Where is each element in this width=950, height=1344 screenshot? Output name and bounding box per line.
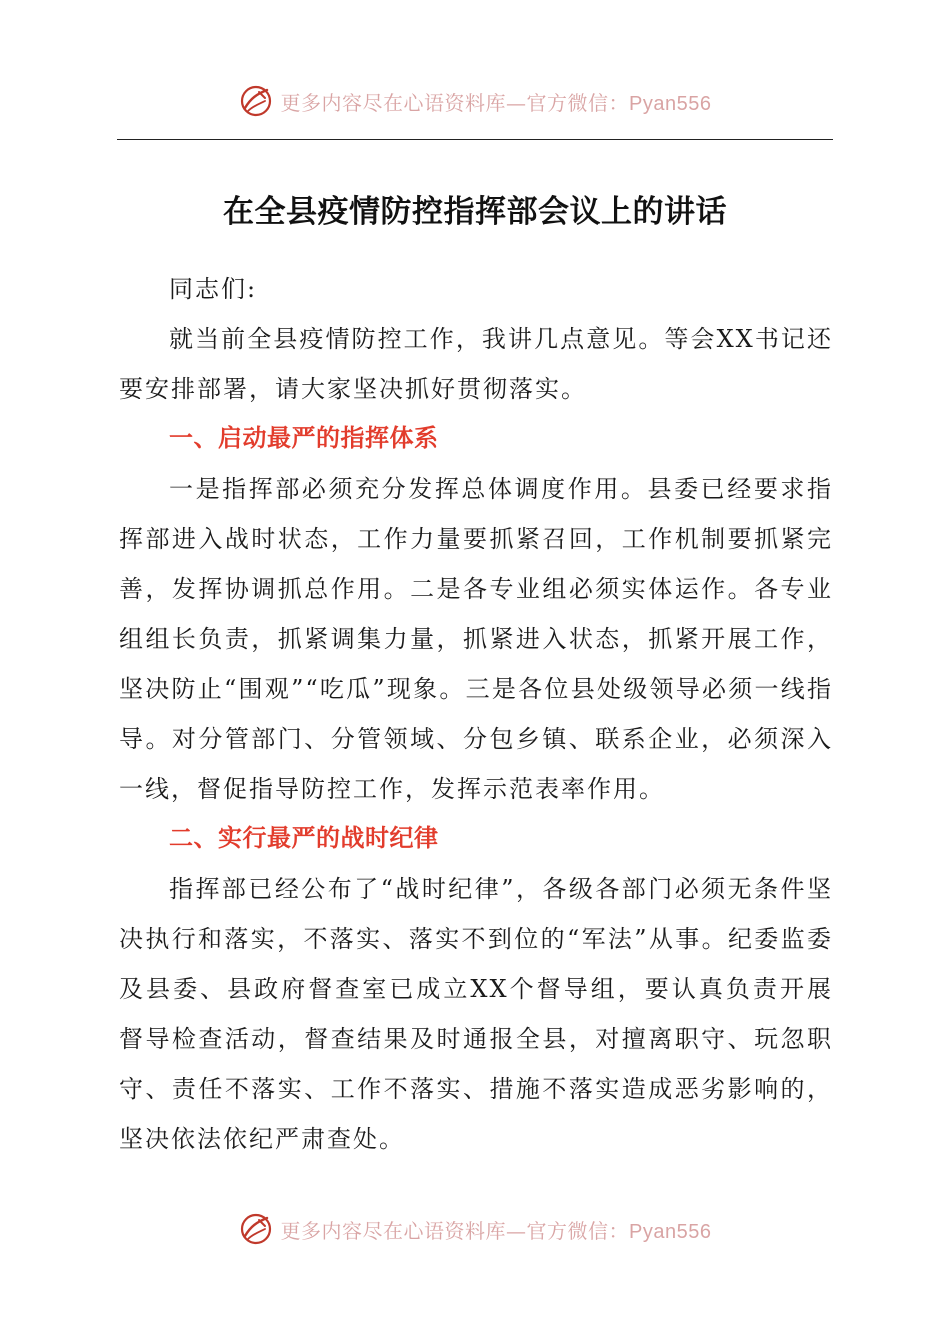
section-body-1: 一是指挥部必须充分发挥总体调度作用。县委已经要求指挥部进入战时状态，工作力量要抓紧召回，工作机制要抓紧完善，发挥协调抓总作用。二是各专业组必须实体运作。各专业组组长负责，抓紧调集力量，抓紧进入状态，抓紧开展工作，坚决防止“围观”“吃瓜”现象。三是各位县处级领导必须一线指导。对分管部门、分管领域、分包乡镇、联系企业，必须深入一线，督促指导防控工作，发挥示范表率作用。	[119, 475, 833, 803]
header-divider	[117, 139, 833, 140]
header-watermark	[0, 84, 950, 118]
intro-paragraph: 就当前全县疫情防控工作，我讲几点意见。等会XX书记还要安排部署，请大家坚决抓好贯彻落实。	[119, 325, 833, 403]
document-body	[119, 264, 833, 1164]
footer-watermark	[0, 1212, 950, 1246]
pen-signature-icon	[239, 1212, 273, 1246]
section-body-2: 指挥部已经公布了“战时纪律”，各级各部门必须无条件坚决执行和落实，不落实、落实不到位的“军法”从事。纪委监委及县委、县政府督查室已成立XX个督导组，要认真负责开展督导检查活动，督查结果及时通报全县，对擅离职守、玩忽职守、责任不落实、工作不落实、措施不落实造成恶劣影响的，坚决依法依纪严肃查处。	[119, 875, 833, 1153]
section-heading-2: 二、实行最严的战时纪律	[169, 825, 439, 852]
watermark-text-cn: 更多内容尽在心语资料库—官方微信：	[280, 90, 630, 115]
salutation: 同志们:	[169, 275, 258, 303]
page-title: 在全县疫情防控指挥部会议上的讲话	[223, 194, 727, 230]
section-heading-1: 一、启动最严的指挥体系	[169, 425, 439, 452]
pen-signature-icon	[239, 84, 273, 118]
watermark-text	[281, 1215, 712, 1244]
watermark-wechat-id: Pyan556	[629, 1220, 712, 1243]
watermark-text	[281, 87, 712, 116]
watermark-wechat-id: Pyan556	[629, 92, 712, 115]
watermark-text-cn: 更多内容尽在心语资料库—官方微信：	[280, 1218, 630, 1243]
